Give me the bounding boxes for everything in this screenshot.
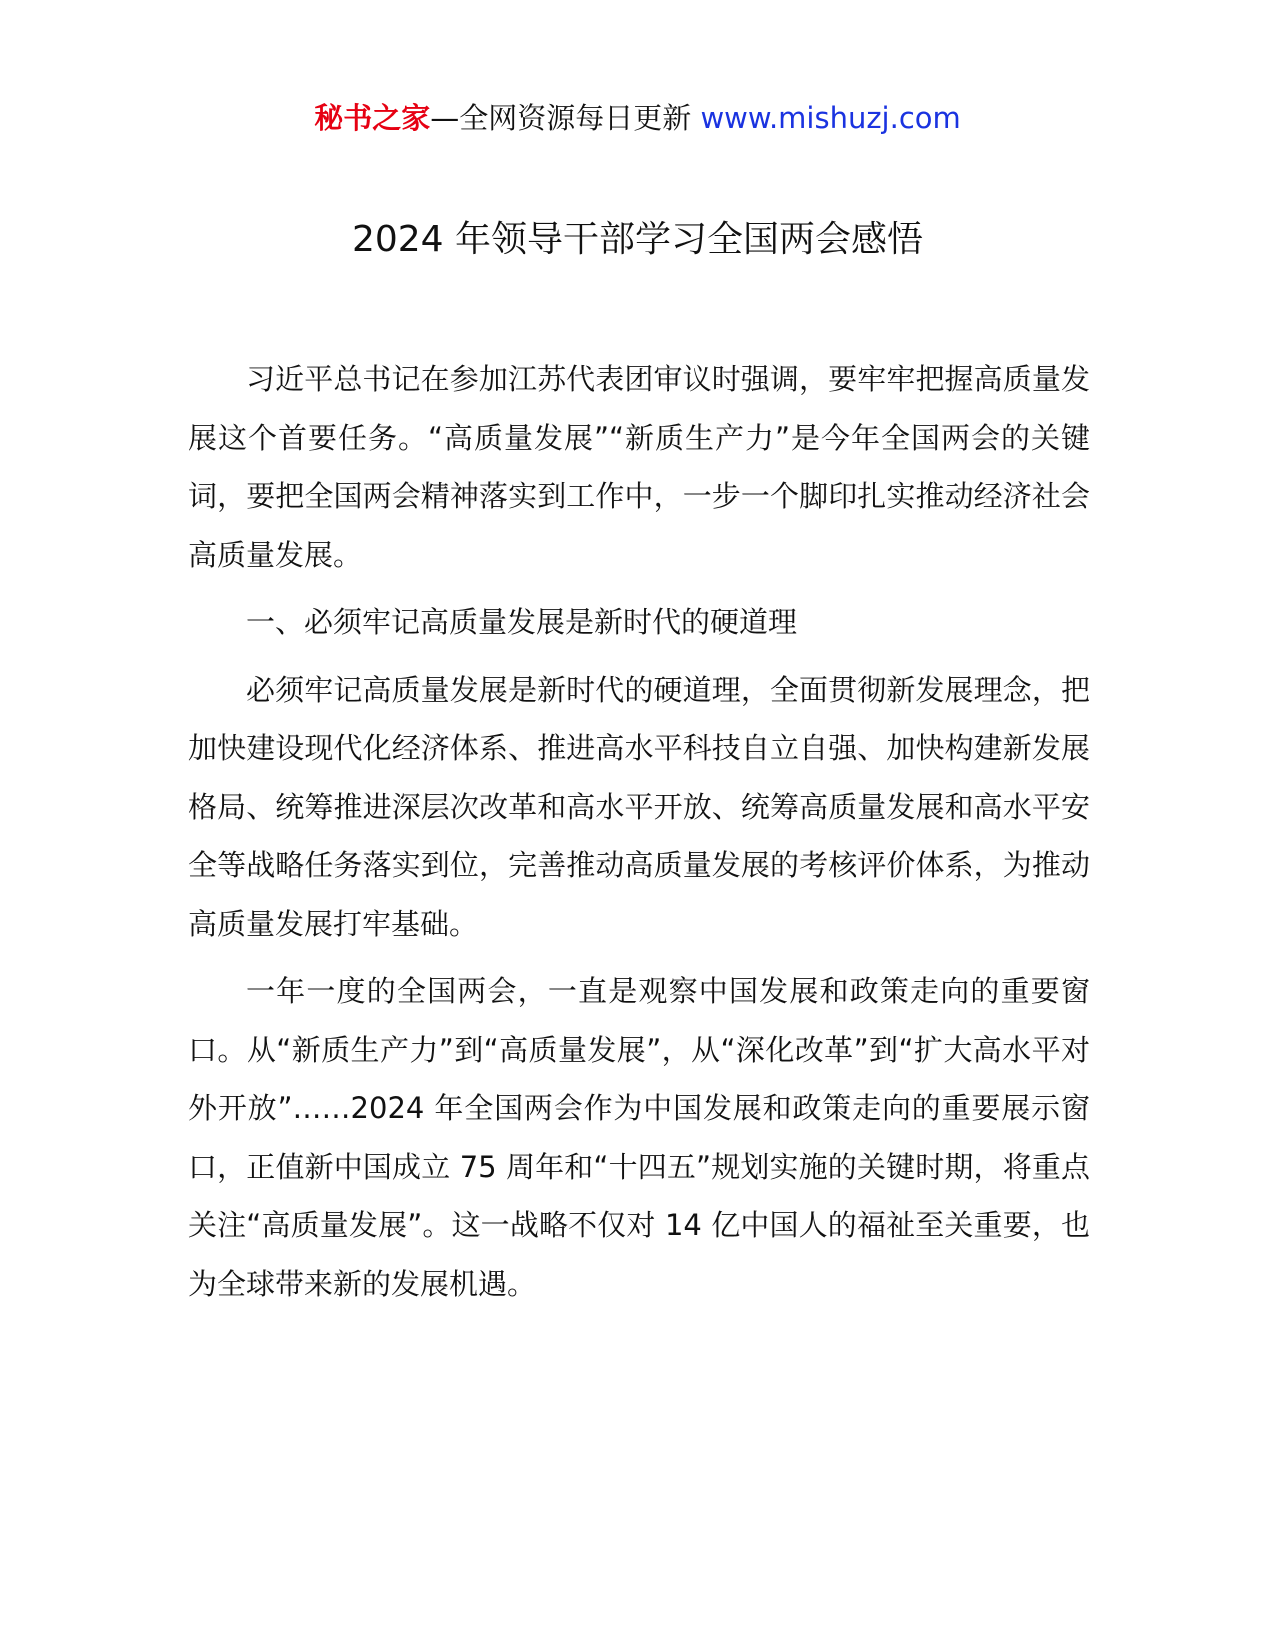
paragraph-intro: 习近平总书记在参加江苏代表团审议时强调，要牢牢把握高质量发展这个首要任务。“高质量发展”“新质生产力”是今年全国两会的关键词，要把全国两会精神落实到工作中，一步一个脚印扎实推动经济社会高质量发展。 — [188, 362, 1090, 572]
paragraph-two-sessions: 一年一度的全国两会，一直是观察中国发展和政策走向的重要窗口。从“新质生产力”到“高质量发展”，从“深化改革”到“扩大高水平对外开放”……2024 年全国两会作为中国发展和政策走向的重要展示窗口，正值新中国成立 75 周年和“十四五”规划实施的关键时期，将重点关注“高质量发展”。这一战略不仅对 14 亿中国人的福祉至关重要，也为全球带来新的发展机遇。 — [188, 974, 1090, 1301]
site-header — [0, 96, 1275, 140]
document-title: 2024 年领导干部学习全国两会感悟 — [351, 219, 924, 260]
paragraph-section-1: 必须牢记高质量发展是新时代的硬道理，全面贯彻新发展理念，把加快建设现代化经济体系、推进高水平科技自立自强、加快构建新发展格局、统筹推进深层次改革和高水平开放、统筹高质量发展和高水平安全等战略任务落实到位，完善推动高质量发展的考核评价体系，为推动高质量发展打牢基础。 — [188, 672, 1090, 941]
section-heading-1: 一、必须牢记高质量发展是新时代的硬道理 — [246, 605, 798, 639]
header-tagline: —全网资源每日更新 — [430, 101, 701, 135]
site-url-link[interactable]: www.mishuzj.com — [700, 101, 961, 135]
brand-name: 秘书之家 — [314, 101, 431, 135]
document-body — [188, 350, 1090, 1322]
